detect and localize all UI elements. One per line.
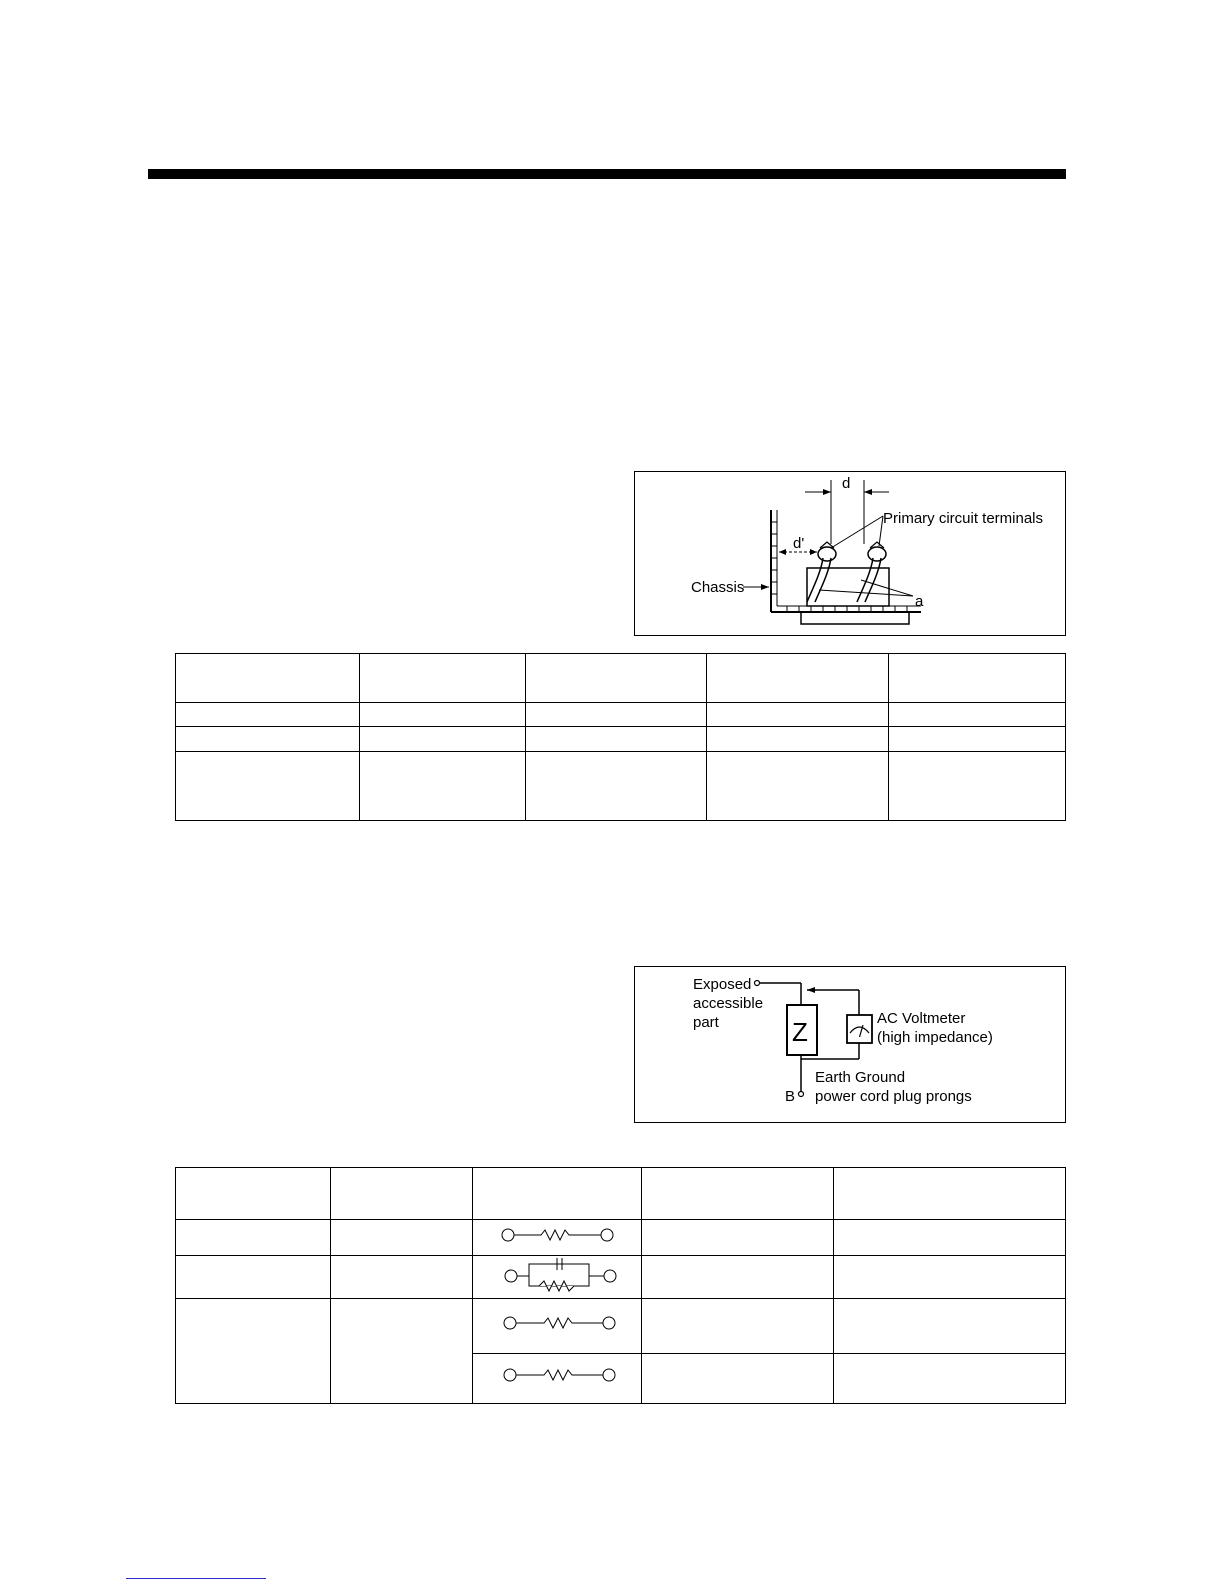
table-cell [642,1220,834,1256]
label-exposed: Exposed [693,976,752,993]
label-high-impedance: (high impedance) [877,1029,993,1046]
table-row [176,1256,1066,1299]
resistor-symbol [473,1361,642,1391]
table-cell [834,1168,1066,1220]
table-row [176,1299,1066,1354]
table-cell [331,1168,473,1220]
table-cell [889,727,1066,752]
table-cell [707,654,889,703]
table-cell [707,752,889,821]
table-cell [834,1256,1066,1299]
figure-clearance-diagram [634,471,1066,636]
table-cell [176,752,360,821]
table-cell [642,1354,834,1404]
table-cell [176,1299,331,1404]
table-cell [473,1256,642,1299]
table-cell [707,727,889,752]
table-cell [526,703,707,727]
table-row [176,752,1066,821]
table-cell [360,727,526,752]
table-cell [642,1256,834,1299]
table-cell [834,1354,1066,1404]
table-cell [834,1220,1066,1256]
table-cell [360,752,526,821]
table-cell [526,727,707,752]
label-chassis: Chassis [691,579,745,596]
footer-link-underline[interactable] [126,1578,266,1579]
table-cell [526,752,707,821]
label-part: part [693,1014,719,1031]
label-a: a [915,593,924,610]
label-accessible: accessible [693,995,764,1012]
table-row [176,727,1066,752]
table-cell [331,1220,473,1256]
table-cell [176,727,360,752]
table-row [176,654,1066,703]
figure-leakage-diagram [634,966,1066,1123]
label-z: Z [792,1017,808,1047]
table-cell [360,654,526,703]
table-cell [834,1299,1066,1354]
label-d-prime: d' [793,535,805,552]
table-row [176,1220,1066,1256]
table-row [176,703,1066,727]
table-cell [176,654,360,703]
table-cell [176,1168,331,1220]
table-cell [360,703,526,727]
table-row [176,1168,1066,1220]
table-cell [642,1299,834,1354]
table-cell [642,1168,834,1220]
table-cell [526,654,707,703]
table-cell [473,1220,642,1256]
table-cell [473,1299,642,1354]
table-cell [331,1299,473,1404]
header-rule [148,169,1066,179]
table-cell [176,703,360,727]
table-clearance [175,653,1066,821]
label-ac-voltmeter: AC Voltmeter [877,1010,966,1027]
table-cell [331,1256,473,1299]
label-d: d [842,475,851,492]
table-cell [889,703,1066,727]
resistor-capacitor-symbol [473,1256,642,1293]
resistor-symbol [473,1220,642,1250]
table-cell [889,654,1066,703]
table-cell [473,1354,642,1404]
table-cell [707,703,889,727]
label-b: B [785,1088,796,1105]
label-power-cord-prongs: power cord plug prongs [815,1088,972,1105]
resistor-symbol [473,1309,642,1339]
table-cell [176,1220,331,1256]
table-leakage [175,1167,1066,1404]
table-cell [176,1256,331,1299]
table-cell [889,752,1066,821]
label-earth-ground: Earth Ground [815,1069,906,1086]
leakage-diagram-svg [635,967,1065,1122]
clearance-diagram-svg [635,472,1065,635]
label-primary-circuit-terminals: Primary circuit terminals [883,510,1044,527]
table-cell [473,1168,642,1220]
